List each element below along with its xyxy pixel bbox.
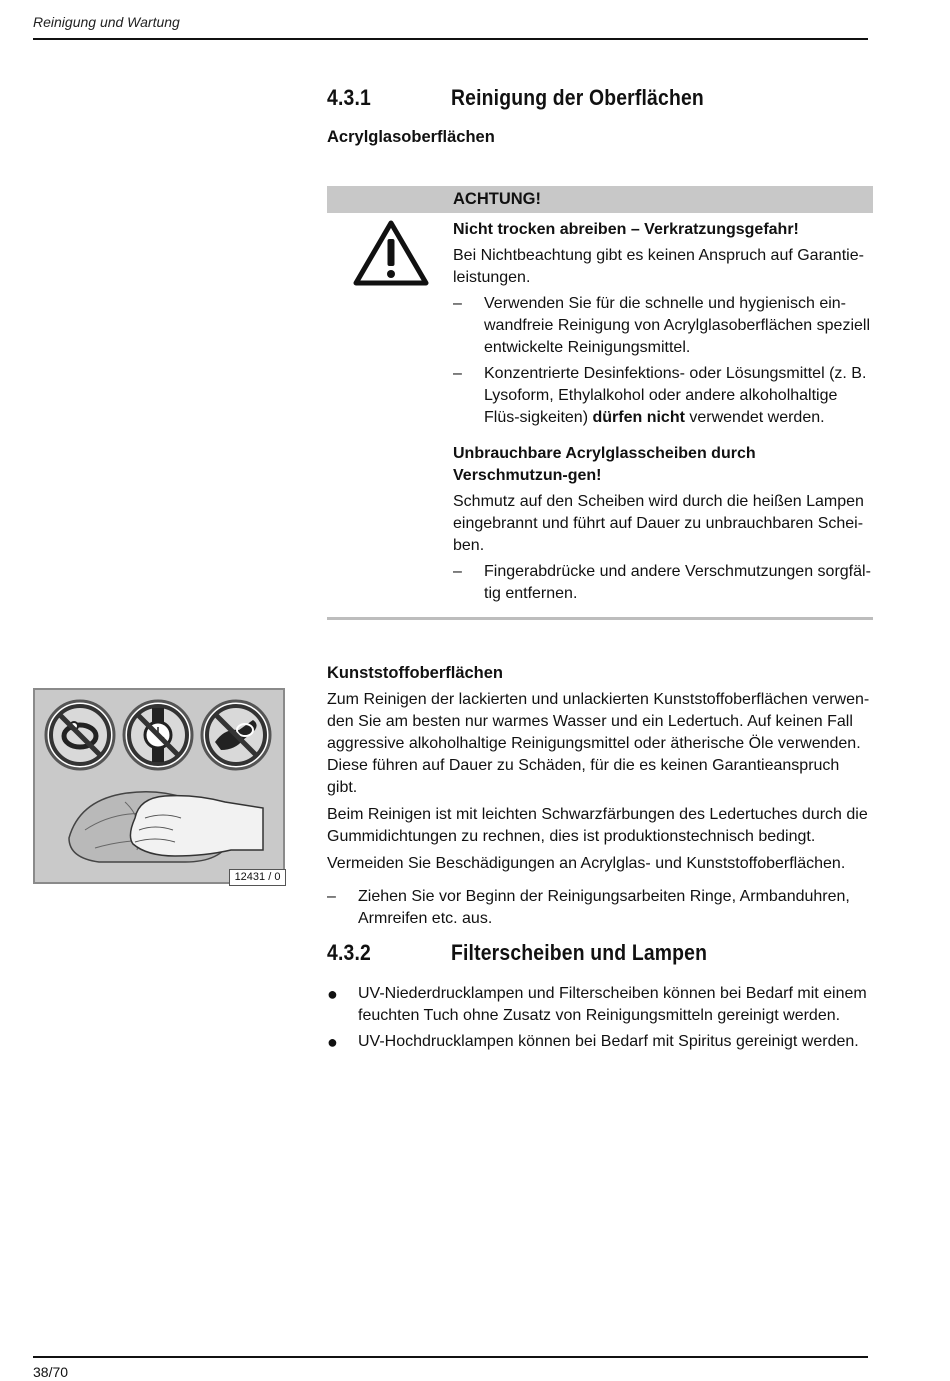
section-number-432: 4.3.2 <box>327 940 371 965</box>
dash-marker: – <box>453 563 462 580</box>
running-header: Reinigung und Wartung <box>33 14 180 30</box>
section-title-431: Reinigung der Oberflächen <box>451 85 704 110</box>
bullet-text: UV-Hochdrucklampen können bei Bedarf mit Spiritus gereinigt werden. <box>358 1033 859 1050</box>
kunststoff-list-text: Ziehen Sie vor Beginn der Reinigungsarbeiten Ringe, Armbanduhren, Armreifen etc. aus. <box>358 888 850 927</box>
page-number: 38/70 <box>33 1364 69 1380</box>
warning-list-text-bold: dürfen nicht <box>592 409 685 426</box>
dash-marker: – <box>453 295 462 312</box>
warning-text-1: Bei Nichtbeachtung gibt es keinen Anspruch auf Garantie-leistungen. <box>453 247 864 286</box>
warning-heading-1: Nicht trocken abreiben – Verkratzungsgefahr! <box>453 221 799 238</box>
subheading-acryl: Acrylglasoberflächen <box>327 128 495 146</box>
kunststoff-section <box>327 663 873 930</box>
header-rule <box>33 38 868 40</box>
cleaning-illustration-art <box>35 690 283 882</box>
warning-label-bar <box>327 186 873 213</box>
filter-bullets <box>327 979 873 1053</box>
no-bracelet-icon <box>202 701 270 769</box>
dash-marker: – <box>453 365 462 382</box>
no-ring-icon <box>46 701 114 769</box>
bullet-marker: ● <box>327 1032 338 1052</box>
warning-heading-2: Unbrauchbare Acrylglasscheiben durch Verschmutzun-gen! <box>453 445 756 484</box>
warning-list-text: Fingerabdrücke und andere Verschmutzungen sorgfäl-tig entfernen. <box>484 563 871 602</box>
warning-list-text-post: verwendet werden. <box>684 409 825 426</box>
kunststoff-text-3: Vermeiden Sie Beschädigungen an Acrylglas- und Kunststoffoberflächen. <box>327 855 846 872</box>
section-title-432: Filterscheiben und Lampen <box>451 940 708 965</box>
kunststoff-text-2: Beim Reinigen ist mit leichten Schwarzfärbungen des Ledertuches durch die Gummidichtungen zu rechnen, dies ist produktionstechnisch bedingt. <box>327 806 868 845</box>
hand-cloth-drawing <box>69 792 263 862</box>
warning-body <box>453 219 873 605</box>
warning-list-text-pre: Konzentrierte Desinfektions- oder Lösungsmittel (z. B. Lysoform, Ethylalkohol oder andere alkoholhaltige Flüs-sigkeiten) <box>484 365 867 426</box>
section-number-431: 4.3.1 <box>327 85 371 110</box>
warning-list-item <box>453 363 873 429</box>
subheading-kunststoff: Kunststoffoberflächen <box>327 664 504 682</box>
bullet-text: UV-Niederdrucklampen und Filterscheiben können bei Bedarf mit einem feuchten Tuch ohne Zusatz von Reinigungsmitteln gereinigt werden. <box>358 985 867 1024</box>
warning-triangle-icon <box>352 219 430 287</box>
warning-list-text: Verwenden Sie für die schnelle und hygienisch ein-wandfreie Reinigung von Acrylglasoberflächen speziell entwickelte Reinigungsmittel. <box>484 295 871 356</box>
warning-text-2: Schmutz auf den Scheiben wird durch die heißen Lampen eingebrannt und führt auf Dauer zu unbrauchbaren Schei-ben. <box>453 493 864 554</box>
bullet-item <box>327 1031 873 1053</box>
warning-list-item <box>453 293 873 359</box>
warning-bottom-rule <box>327 617 873 620</box>
footer-rule <box>33 1356 868 1358</box>
bullet-item <box>327 983 873 1027</box>
figure-label: 12431 / 0 <box>229 869 286 886</box>
warning-label: ACHTUNG! <box>453 190 541 208</box>
kunststoff-text-1: Zum Reinigen der lackierten und unlackierten Kunststoffoberflächen verwen-den Sie am besten nur warmes Wasser und ein Ledertuch. Auf keinen Fall aggressive alkoholhaltige Reinigungsmittel oder ätherische Öle verwenden. Diese führen auf Dauer zu Schäden, für die es keinen Garantieanspruch gibt. <box>327 691 870 796</box>
no-watch-icon <box>124 701 192 769</box>
bullet-marker: ● <box>327 984 338 1004</box>
kunststoff-list-item <box>327 886 873 930</box>
dash-marker: – <box>327 888 336 905</box>
cleaning-illustration <box>33 688 285 884</box>
warning-list-item <box>453 561 873 605</box>
